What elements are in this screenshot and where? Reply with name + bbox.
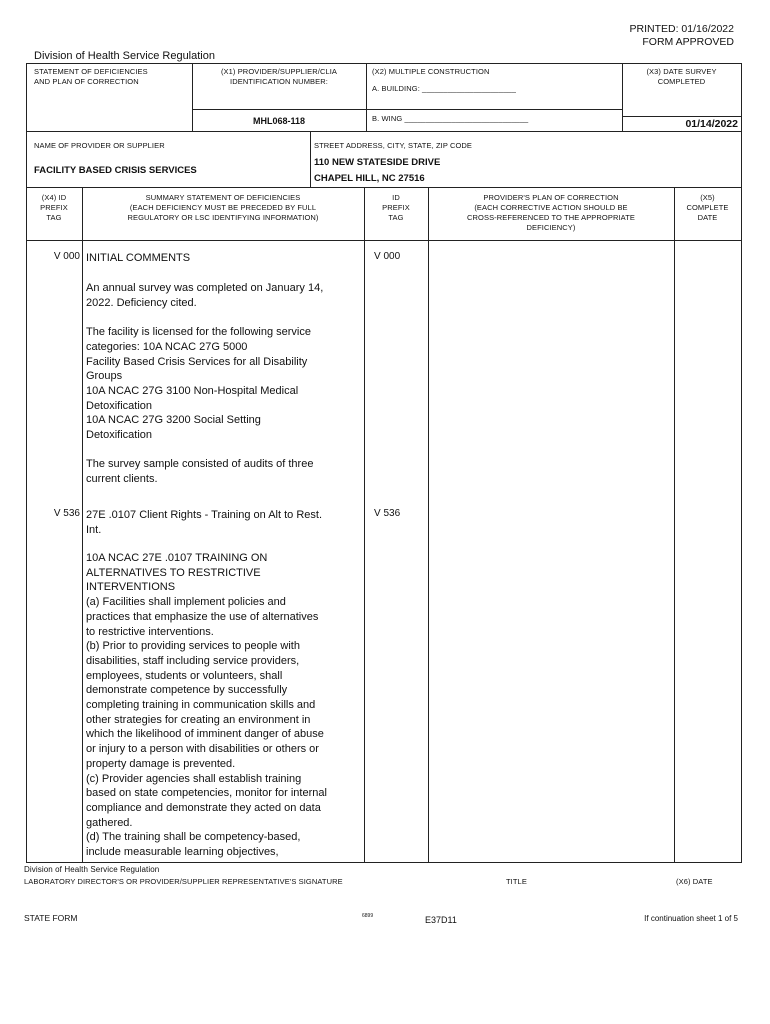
footer-agency: Division of Health Service Regulation bbox=[24, 865, 160, 874]
wing-label: B. WING _____________________________ bbox=[372, 114, 529, 123]
entry-id-tag: V 000 bbox=[374, 251, 401, 262]
entry-title: 27E .0107 Client Rights - Training on Alt to Rest. Int. bbox=[86, 509, 323, 536]
date-label: (X6) DATE bbox=[676, 877, 713, 886]
entry-tag: V 536 bbox=[53, 508, 80, 519]
x2-label: (X2) MULTIPLE CONSTRUCTION bbox=[372, 67, 490, 76]
title-label: TITLE bbox=[506, 877, 527, 886]
plan-header: PROVIDER'S PLAN OF CORRECTION (EACH CORRECTIVE ACTION SHOULD BE CROSS-REFERENCED TO THE APPROPRIATE DEFICIENCY) bbox=[467, 193, 635, 232]
x1-value: MHL068-118 bbox=[252, 116, 306, 126]
form-status: FORM APPROVED bbox=[642, 36, 734, 48]
address-line2: CHAPEL HILL, NC 27516 bbox=[314, 173, 425, 184]
x3-label: (X3) DATE SURVEY COMPLETED bbox=[646, 67, 717, 86]
building-label: A. BUILDING: ______________________ bbox=[372, 84, 517, 93]
x3-value: 01/14/2022 bbox=[685, 118, 738, 130]
x4-header: (X4) ID PREFIX TAG bbox=[40, 193, 68, 222]
address-label: STREET ADDRESS, CITY, STATE, ZIP CODE bbox=[314, 141, 473, 150]
state-form-label: STATE FORM bbox=[24, 913, 78, 923]
entry-id-tag: V 536 bbox=[374, 508, 401, 519]
form-number: 6899 bbox=[362, 913, 374, 919]
entry-text: 10A NCAC 27E .0107 TRAINING ON ALTERNATIVES TO RESTRICTIVE INTERVENTIONS (a) Facilities shall implement policies and practices that emphasize the use of alternatives to restrictive interventions. (b) Prior to providing services to people with disabilities, staff including service providers, employees, students or volunteers, shall demonstrate competence by successfully completing training in communication skills and other strategies for creating an environment in which the likelihood of imminent danger of abuse or injury to a person with disabilities or others or property damage is prevented. (c) Provider agencies shall establish training based on state competencies, monitor for internal compliance and demonstrate they acted on data gathered. (d) The training shall be competency-based, include measurable learning objectives, bbox=[86, 552, 327, 859]
entry-text: An annual survey was completed on January 14, 2022. Deficiency cited. The facility is licensed for the following service categories: 10A NCAC 27G 5000 Facility Based Crisis Services for all Disability Groups 10A NCAC 27G 3100 Non-Hospital Medical Detoxification 10A NCAC 27G 3200 Social Setting Detoxification The survey sample consisted of audits of three current clients. bbox=[86, 282, 324, 486]
agency-name: Division of Health Service Regulation bbox=[34, 50, 215, 62]
event-id: E37D11 bbox=[425, 915, 457, 925]
x5-header: (X5) COMPLETE DATE bbox=[686, 193, 729, 222]
continuation-label: If continuation sheet 1 of 5 bbox=[644, 914, 738, 923]
provider-name: FACILITY BASED CRISIS SERVICES bbox=[34, 165, 197, 176]
summary-header: SUMMARY STATEMENT OF DEFICIENCIES (EACH DEFICIENCY MUST BE PRECEDED BY FULL REGULATORY OR LSC IDENTIFYING INFORMATION) bbox=[127, 193, 319, 222]
x1-label: (X1) PROVIDER/SUPPLIER/CLIA IDENTIFICATION NUMBER: bbox=[220, 67, 338, 86]
address-line1: 110 NEW STATESIDE DRIVE bbox=[314, 157, 441, 168]
signature-label: LABORATORY DIRECTOR'S OR PROVIDER/SUPPLIER REPRESENTATIVE'S SIGNATURE bbox=[24, 877, 343, 886]
entry-tag: V 000 bbox=[53, 251, 80, 262]
printed-date: PRINTED: 01/16/2022 bbox=[629, 23, 734, 35]
entry-title: INITIAL COMMENTS bbox=[86, 252, 191, 264]
provider-name-label: NAME OF PROVIDER OR SUPPLIER bbox=[34, 141, 165, 150]
id-header: ID PREFIX TAG bbox=[382, 193, 410, 222]
statement-label: STATEMENT OF DEFICIENCIES AND PLAN OF CORRECTION bbox=[34, 67, 148, 86]
